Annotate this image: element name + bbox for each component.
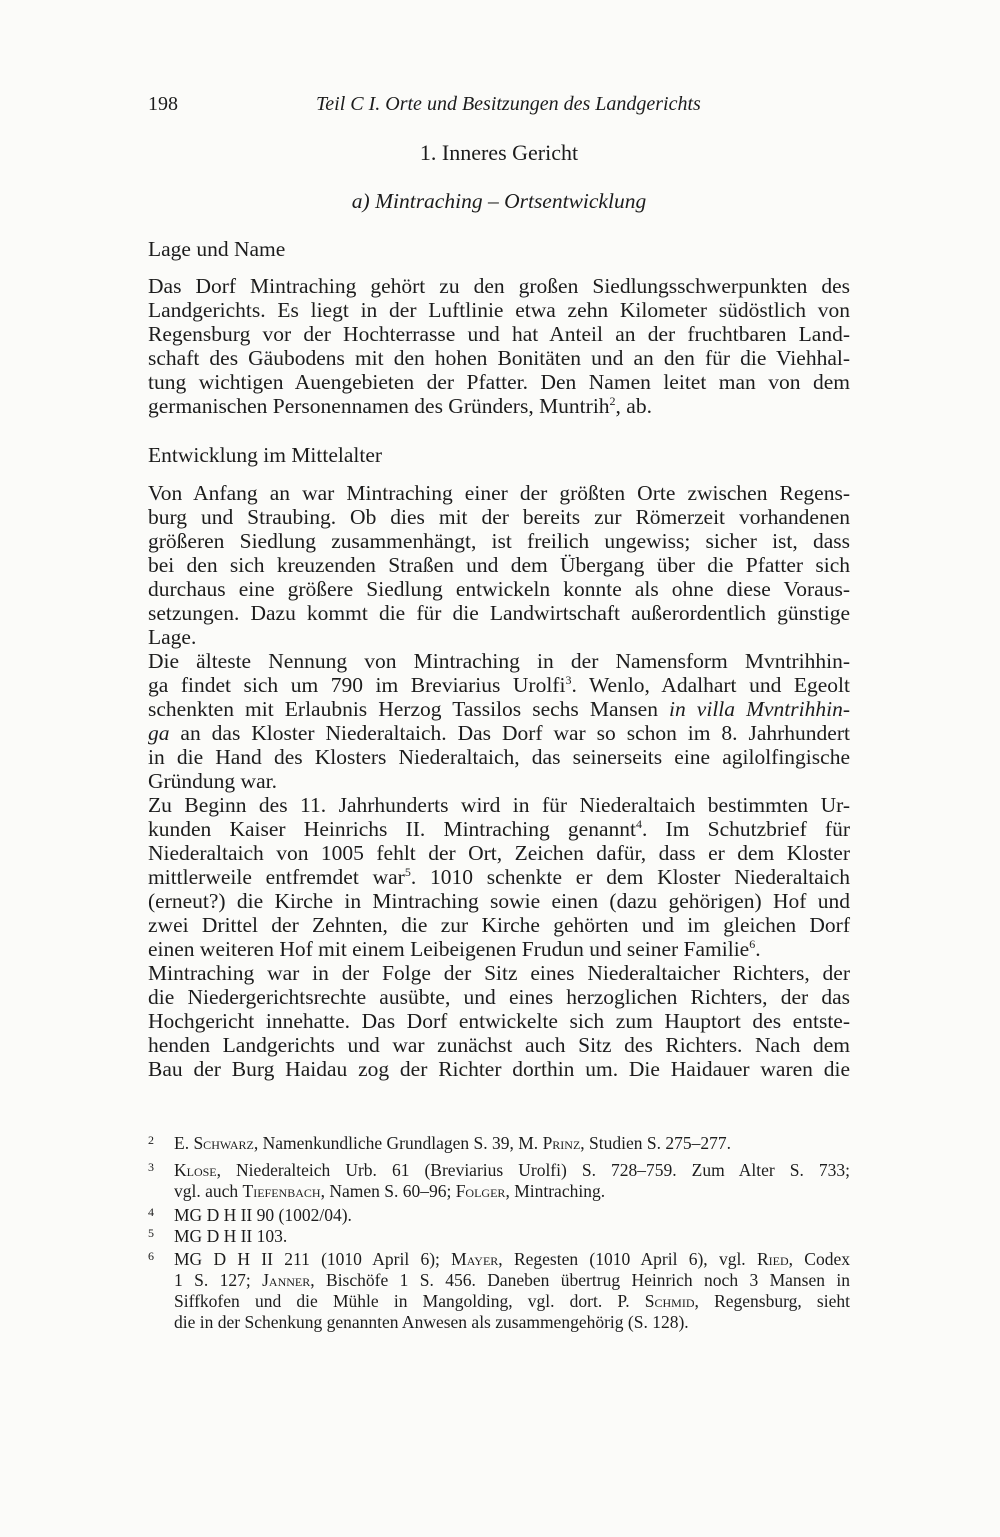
footnote-ref: 5 [404, 865, 411, 879]
subsection-title: a) Mintraching – Ortsentwicklung [351, 189, 647, 213]
body-line: Hochgericht innehatte. Das Dorf entwickelte sich zum Hauptort des entste- [148, 1009, 850, 1033]
body-line: (erneut?) die Kirche in Mintraching sowie einen (dazu gehörigen) Hof und [148, 889, 850, 913]
body-line: burg und Straubing. Ob dies mit der bereits zur Römerzeit vorhandenen [148, 505, 850, 529]
body-line: Von Anfang an war Mintraching einer der größten Orte zwischen Regens- [148, 481, 850, 505]
footnote-number: 6 [148, 1249, 154, 1263]
body-line: henden Landgerichts und war zunächst auch Sitz des Richters. Nach dem [148, 1033, 850, 1057]
footnote-number: 5 [148, 1226, 154, 1240]
body-line: tung wichtigen Auengebieten der Pfatter. Den Namen leitet man von dem [148, 370, 850, 394]
footnote-number: 4 [148, 1205, 154, 1219]
body-line: Die älteste Nennung von Mintraching in der Namensform Mvntrihhin- [148, 649, 850, 673]
footnote-number: 3 [148, 1160, 154, 1174]
footnote-ref: 6 [749, 937, 756, 951]
body-line: Gründung war. [148, 769, 277, 793]
section-title: 1. Inneres Gericht [419, 140, 579, 165]
body-line: germanischen Personennamen des Gründers, Muntrih$^2$, ab. [148, 394, 652, 418]
body-line: ga findet sich um 790 im Breviarius Urolfi$^3$. Wenlo, Adalhart und Egeolt [148, 673, 850, 697]
body-line: mittlerweile entfremdet war$^5$. 1010 schenkte er dem Kloster Niederaltaich [148, 865, 850, 889]
body-line: Bau der Burg Haidau zog der Richter dorthin um. Die Haidauer waren die [148, 1057, 850, 1081]
body-line: die Niedergerichtsrechte ausübte, und eines herzoglichen Richters, der das [148, 985, 850, 1009]
body-line: bei den sich kreuzenden Straßen und dem Übergang über die Pfatter sich [148, 553, 850, 577]
body-line: größeren Siedlung zusammenhängt, ist freilich ungewiss; sicher ist, dass [148, 529, 850, 553]
footnote-ref: 2 [609, 394, 616, 408]
body-line: in die Hand des Klosters Niederaltaich, das seinerseits eine agilolfingische [148, 745, 850, 769]
heading-entwicklung-im-mittelalter: Entwicklung im Mittelalter [148, 443, 383, 467]
body-line: ga an das Kloster Niederaltaich. Das Dorf war so schon im 8. Jahrhundert [148, 721, 850, 745]
footnote-ref: 3 [565, 673, 572, 687]
body-line: durchaus eine größere Siedlung entwickeln konnte als ohne diese Voraus- [148, 577, 850, 601]
body-line: Niederaltaich von 1005 fehlt der Ort, Zeichen dafür, dass er dem Kloster [148, 841, 850, 865]
page-number: 198 [148, 93, 178, 115]
heading-lage-und-name: Lage und Name [148, 237, 286, 261]
body-line: schaft des Gäubodens mit den hohen Bonitäten und an den für die Viehhal- [148, 346, 850, 370]
body-line: setzungen. Dazu kommt die für die Landwirtschaft außerordentlich günstige [148, 601, 850, 625]
footnote-number: 2 [148, 1133, 154, 1147]
body-line: Mintraching war in der Folge der Sitz eines Niederaltaicher Richters, der [148, 961, 850, 985]
body-line: zwei Drittel der Zehnten, die zur Kirche gehörten und im gleichen Dorf [148, 913, 850, 937]
body-line: kunden Kaiser Heinrichs II. Mintraching genannt$^4$. Im Schutzbrief für [148, 817, 850, 841]
body-line: Das Dorf Mintraching gehört zu den großen Siedlungsschwerpunkten des [148, 274, 850, 298]
body-line: einen weiteren Hof mit einem Leibeigenen Frudun und seiner Familie$^6$. [148, 937, 761, 961]
body-line: Regensburg vor der Hochterrasse und hat Anteil an der fruchtbaren Land- [148, 322, 850, 346]
footnote-ref: 4 [635, 817, 642, 831]
body-line: Landgerichts. Es liegt in der Luftlinie etwa zehn Kilometer südöstlich von [148, 298, 850, 322]
body-line: Zu Beginn des 11. Jahrhunderts wird in für Niederaltaich bestimmten Ur- [148, 793, 850, 817]
body-line: Lage. [148, 625, 197, 649]
book-page: 198 Teil C I. Orte und Besitzungen des Landgerichts 1. Inneres Gericht a) Mintraching – Ortsentwicklung Lage und Name Das Dorf Mintraching gehört zu den großen Siedlungsschwerpunkten des Landgerichts. Es liegt in der Luftlinie etwa zehn Kilometer südöstlich von Regensburg vor der Hochterrasse und hat Anteil an der fruchtbaren Land- schaft des Gäubodens mit den hohen Bonitäten und an den für die Viehhal- tung wichtigen Auengebieten der Pfatter. Den Namen leitet man von dem germanischen Personennamen des Gründers, Muntrih$^2$, ab. Entwicklung im Mittelalter Von Anfang an war Mintraching einer der größten Orte zwischen Regens- burg und Straubing. Ob dies mit der bereits zur Römerzeit vorhandenen größeren Siedlung zusammenhängt, ist freilich ungewiss; sicher ist, dass bei den sich kreuzenden Straßen und dem Übergang über die Pfatter sich durchaus eine größere Siedlung entwickeln konnte als ohne diese Voraus- setzungen. Dazu kommt die für die Landwirtschaft außerordentlich günstige Lage. Die älteste Nennung von Mintraching in der Namensform Mvntrihhin- ga findet sich um 790 im Breviarius Urolfi$^3$. Wenlo, Adalhart und Egeolt schenkten mit Erlaubnis Herzog Tassilos sechs Mansen in villa Mvntrihhin- ga an das Kloster Niederaltaich. Das Dorf war so schon im 8. Jahrhundert in die Hand des Klosters Niederaltaich, das seinerseits eine agilolfingische Gründung war. Zu Beginn des 11. Jahrhunderts wird in für Niederaltaich bestimmten Ur- kunden Kaiser Heinrichs II. Mintraching genannt$^4$. Im Schutzbrief für Niederaltaich von 1005 fehlt der Ort, Zeichen dafür, dass er dem Kloster mittlerweile entfremdet war$^5$. 1010 schenkte er dem Kloster Niederaltaich (erneut?) die Kirche in Mintraching sowie einen (dazu gehörigen) Hof und zwei Drittel der Zehnten, die zur Kirche gehörten und im gleichen Dorf einen weiteren Hof mit einem Leibeigenen Frudun und seiner Familie$^6$. Mintraching war in der Folge der Sitz eines Niederaltaicher Richters, der die Niedergerichtsrechte ausübte, und eines herzoglichen Richters, der das Hochgericht innehatte. Das Dorf entwickelte sich zum Hauptort des entste- henden Landgerichts und war zunächst auch Sitz des Richters. Nach dem Bau der Burg Haidau zog der Richter dorthin um. Die Haidauer waren die 2 E. Schwarz, Namenkundliche Grundlagen S. 39, M. Prinz, Studien S. 275–277. 3 Klose, Niederalteich Urb. 61 (Breviarius Urolfi) S. 728–759. Zum Alter S. 733; vgl. auch Tiefenbach, Namen S. 60–96; Folger, Mintraching. 4 MG D H II 90 (1002/04). 5 MG D H II 103. 6 MG D H II 211 (1010 April 6); Mayer, Regesten (1010 April 6), vgl. Ried, Codex 1 S. 127; Janner, Bischöfe 1 S. 456. Daneben übertrug Heinrich noch 3 Mansen in Siffkofen und die Mühle in Mangolding, vgl. dort. P. Schmid, Regensburg, sieht die in der Schenkung genannten Anwesen als zusammengehörig (S. 128). [148, 93, 850, 1332]
body-line: schenkten mit Erlaubnis Herzog Tassilos sechs Mansen in villa Mvntrihhin- [148, 697, 850, 721]
running-title: Teil C I. Orte und Besitzungen des Landgerichts [316, 93, 701, 115]
